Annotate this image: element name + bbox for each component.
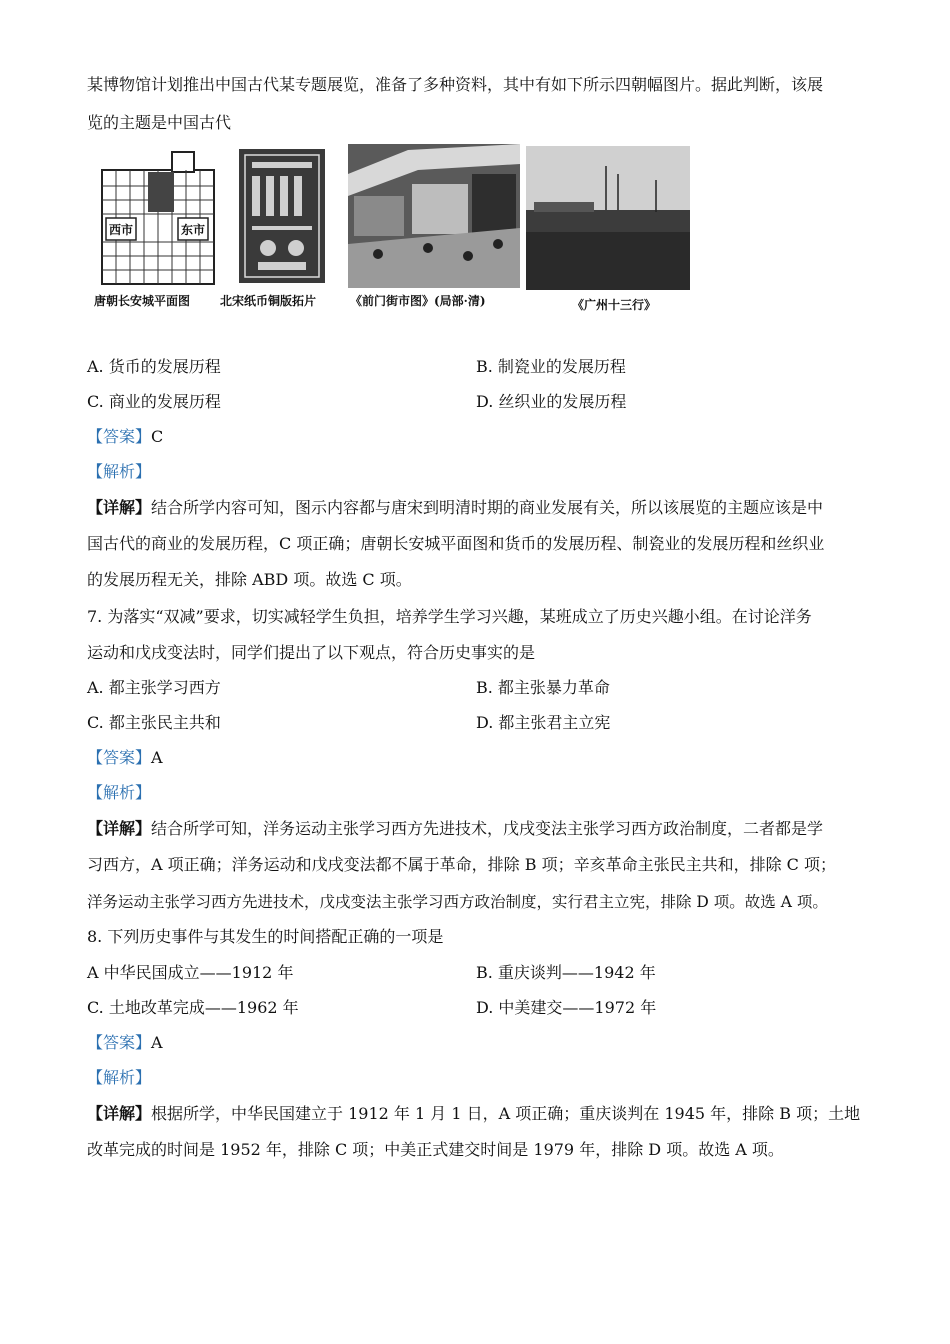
q6-option-b: B. 制瓷业的发展历程 <box>476 357 626 376</box>
qianmen-street-market-image <box>348 144 520 288</box>
q6-figure <box>94 142 692 322</box>
detail-tag: 【详解】 <box>87 498 152 517</box>
q7-option-a: A. 都主张学习西方 <box>87 678 221 697</box>
q8-analysis-tag: 【解析】 <box>87 1068 152 1087</box>
q6-answer <box>87 426 163 448</box>
caption-qianmen: 《前门街市图》(局部·清) <box>350 294 486 308</box>
q6-analysis-tag: 【解析】 <box>87 462 152 481</box>
answer-value: C <box>151 427 164 446</box>
q7-answer <box>87 747 163 769</box>
q7-detail-line2: 习西方，A 项正确；洋务运动和戊戌变法都不属于革命，排除 B 项；辛亥革命主张民主共和，排除 C 项； <box>87 855 836 874</box>
q6-option-d: D. 丝织业的发展历程 <box>476 392 627 411</box>
q6-detail-line2: 国古代的商业的发展历程，C 项正确；唐朝长安城平面图和货币的发展历程、制瓷业的发展历程和丝织业 <box>87 534 825 553</box>
q6-detail-line1 <box>87 497 823 519</box>
guangzhou-thirteen-hongs-image <box>526 146 690 290</box>
west-market-label: 西市 <box>108 223 134 237</box>
q7-analysis-tag: 【解析】 <box>87 783 152 802</box>
caption-guangzhou: 《广州十三行》 <box>572 298 657 312</box>
caption-banknote: 北宋纸币铜版拓片 <box>220 294 317 308</box>
q7-detail-line1 <box>87 818 823 840</box>
q6-detail-line3: 的发展历程无关，排除 ABD 项。故选 C 项。 <box>87 570 412 589</box>
q8-option-a: A 中华民国成立——1912 年 <box>87 963 294 982</box>
q6-option-a: A. 货币的发展历程 <box>87 357 221 376</box>
detail-text: 结合所学可知，洋务运动主张学习西方先进技术，戊戌变法主张学习西方政治制度，二者都是学 <box>151 819 824 838</box>
changan-city-plan-image <box>100 150 216 286</box>
q6-stem-line2: 览的主题是中国古代 <box>87 113 232 132</box>
detail-text: 结合所学内容可知，图示内容都与唐宋到明清时期的商业发展有关，所以该展览的主题应该是中 <box>151 498 824 517</box>
q7-detail-line3: 洋务运动主张学习西方先进技术，戊戌变法主张学习西方政治制度，实行君主立宪，排除 D 项。故选 A 项。 <box>87 893 828 911</box>
answer-tag: 【答案】 <box>87 748 152 767</box>
song-banknote-rubbing-image <box>238 148 326 284</box>
q8-detail-line1 <box>87 1103 860 1125</box>
answer-value: A <box>151 1033 163 1052</box>
answer-tag: 【答案】 <box>87 427 152 446</box>
q7-stem-line1: 7. 为落实“双减”要求，切实减轻学生负担，培养学生学习兴趣，某班成立了历史兴趣小组。在讨论洋务 <box>87 607 812 626</box>
answer-tag: 【答案】 <box>87 1033 152 1052</box>
q8-detail-line2: 改革完成的时间是 1952 年，排除 C 项；中美正式建交时间是 1979 年，排除 D 项。故选 A 项。 <box>87 1140 784 1159</box>
q8-option-c: C. 土地改革完成——1962 年 <box>87 998 299 1017</box>
q8-stem: 8. 下列历史事件与其发生的时间搭配正确的一项是 <box>87 927 444 946</box>
q6-option-c: C. 商业的发展历程 <box>87 392 221 411</box>
q8-option-b: B. 重庆谈判——1942 年 <box>476 963 656 982</box>
q7-option-d: D. 都主张君主立宪 <box>476 713 611 732</box>
q7-option-b: B. 都主张暴力革命 <box>476 678 610 697</box>
q6-stem-line1: 某博物馆计划推出中国古代某专题展览，准备了多种资料，其中有如下所示四朝幅图片。据此判断，该展 <box>87 75 824 94</box>
q7-option-c: C. 都主张民主共和 <box>87 713 221 732</box>
q8-option-d: D. 中美建交——1972 年 <box>476 998 657 1017</box>
detail-tag: 【详解】 <box>87 819 152 838</box>
east-market-label: 东市 <box>180 223 206 237</box>
q8-answer <box>87 1032 163 1054</box>
q7-stem-line2: 运动和戊戌变法时，同学们提出了以下观点，符合历史事实的是 <box>87 643 536 662</box>
detail-tag: 【详解】 <box>87 1104 152 1123</box>
caption-changan: 唐朝长安城平面图 <box>94 294 191 308</box>
answer-value: A <box>151 748 163 767</box>
detail-text: 根据所学，中华民国建立于 1912 年 1 月 1 日，A 项正确；重庆谈判在 1945 年，排除 B 项；土地 <box>151 1104 861 1123</box>
